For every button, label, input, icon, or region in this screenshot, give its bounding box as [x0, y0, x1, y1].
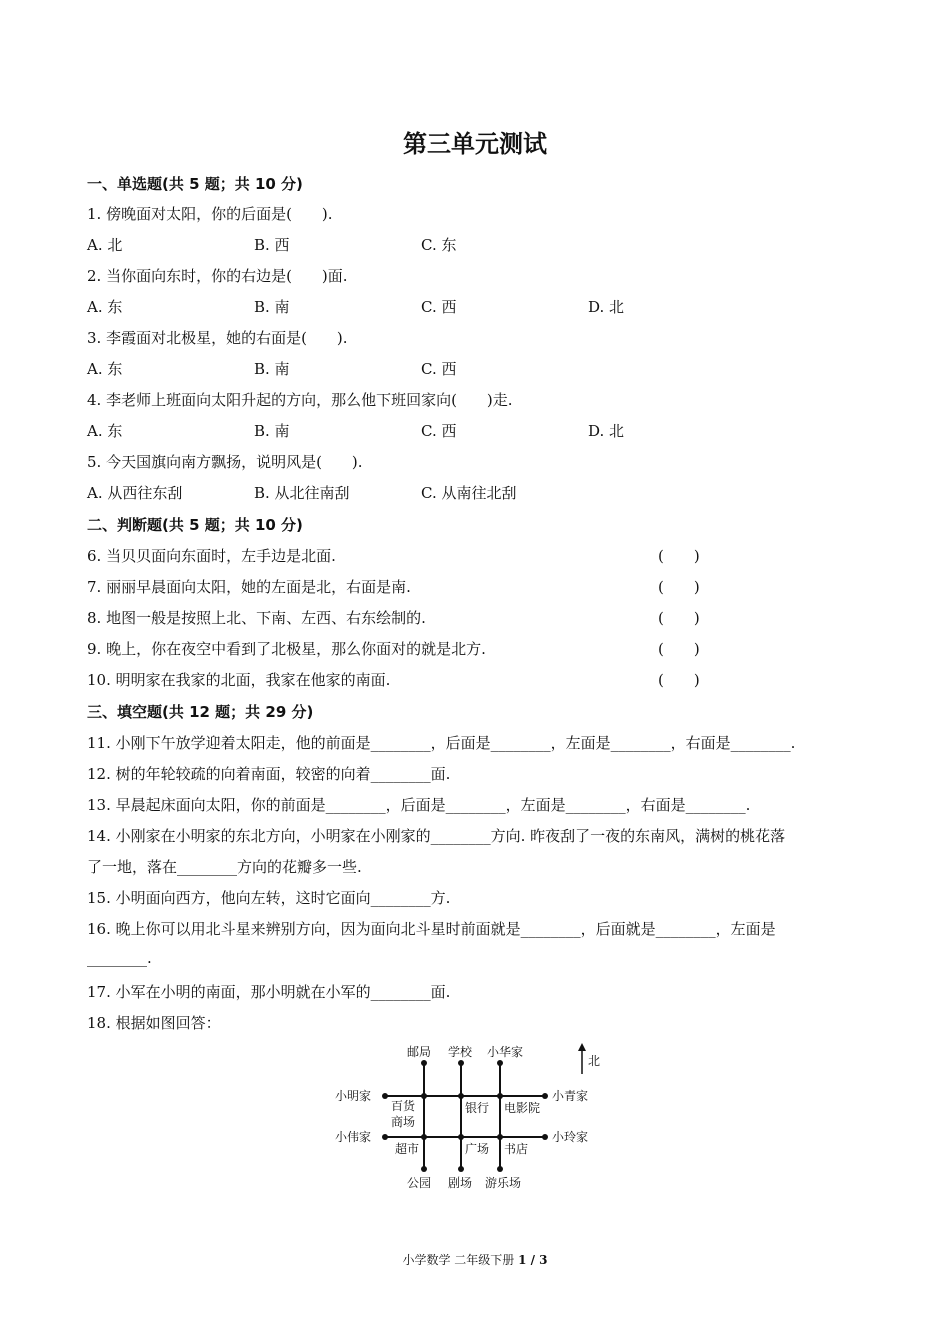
intersection-dot — [421, 1134, 427, 1140]
question-14-line-2: 了一地，落在________方向的花瓣多一些. — [87, 858, 362, 876]
page-title: 第三单元测试 — [403, 130, 547, 158]
location-dot — [542, 1093, 548, 1099]
label-park: 公园 — [407, 1176, 432, 1190]
intersection-dot — [497, 1093, 503, 1099]
intersection-dot — [458, 1093, 464, 1099]
answer-paren: ( ) — [658, 609, 700, 627]
question-16-line-1: 16. 晚上你可以用北斗星来辨别方向，因为面向北斗星时前面就是________，后面就是________，左面是 — [87, 920, 776, 938]
q2-option-d: D. 北 — [588, 298, 625, 316]
question-8: 8. 地图一般是按照上北、下南、左西、右东绘制的. — [87, 609, 426, 627]
intersection-dot — [421, 1093, 427, 1099]
location-dot — [497, 1166, 503, 1172]
north-arrowhead-icon — [578, 1043, 586, 1051]
question-7: 7. 丽丽早晨面向太阳，她的左面是北，右面是南. — [87, 578, 411, 596]
label-xiaohua-home: 小华家 — [487, 1045, 524, 1059]
label-supermarket: 超市 — [395, 1142, 420, 1156]
label-post-office: 邮局 — [407, 1045, 432, 1059]
location-dot — [382, 1134, 388, 1140]
question-12: 12. 树的年轮较疏的向着南面，较密的向着________面. — [87, 765, 451, 783]
label-department-store-2: 商场 — [391, 1115, 416, 1129]
label-bank: 银行 — [465, 1101, 490, 1115]
q2-option-b: B. 南 — [254, 298, 290, 316]
location-dot — [382, 1093, 388, 1099]
q3-option-a: A. 东 — [87, 360, 123, 378]
q3-option-c: C. 西 — [421, 360, 457, 378]
question-3: 3. 李霞面对北极星，她的右面是( ). — [87, 329, 348, 347]
q5-option-a: A. 从西往东刮 — [87, 484, 183, 502]
section-heading-fill-blank: 三、填空题(共 12 题；共 29 分) — [87, 703, 314, 721]
q5-option-c: C. 从南往北刮 — [421, 484, 517, 502]
question-6: 6. 当贝贝面向东面时，左手边是北面. — [87, 547, 336, 565]
label-amusement-park: 游乐场 — [485, 1176, 522, 1190]
intersection-dot — [458, 1134, 464, 1140]
label-department-store-1: 百货 — [391, 1099, 416, 1113]
question-5: 5. 今天国旗向南方飘扬，说明风是( ). — [87, 453, 363, 471]
answer-paren: ( ) — [658, 640, 700, 658]
question-17: 17. 小军在小明的南面，那小明就在小军的________面. — [87, 983, 451, 1001]
location-dot — [497, 1060, 503, 1066]
location-dot — [421, 1166, 427, 1172]
question-10: 10. 明明家在我家的北面，我家在他家的南面. — [87, 671, 391, 689]
question-14-line-1: 14. 小刚家在小明家的东北方向，小明家在小刚家的________方向. 昨夜刮了一夜的东南风，满树的桃花落 — [87, 827, 786, 845]
north-label: 北 — [588, 1054, 601, 1068]
q4-option-a: A. 东 — [87, 422, 123, 440]
section-heading-true-false: 二、判断题(共 5 题；共 10 分) — [87, 516, 303, 534]
label-school: 学校 — [448, 1045, 473, 1059]
question-2: 2. 当你面向东时，你的右边是( )面. — [87, 267, 348, 285]
q1-option-c: C. 东 — [421, 236, 457, 254]
q4-option-d: D. 北 — [588, 422, 625, 440]
q3-option-b: B. 南 — [254, 360, 290, 378]
question-11: 11. 小刚下午放学迎着太阳走，他的前面是________，后面是________，左面是________，右面是________. — [87, 734, 796, 752]
q5-option-b: B. 从北往南刮 — [254, 484, 350, 502]
page-footer — [0, 1251, 950, 1268]
label-cinema: 电影院 — [504, 1101, 541, 1115]
q4-option-b: B. 南 — [254, 422, 290, 440]
question-13: 13. 早晨起床面向太阳，你的前面是________，后面是________，左面是________，右面是________. — [87, 796, 751, 814]
question-9: 9. 晚上，你在夜空中看到了北极星，那么你面对的就是北方. — [87, 640, 486, 658]
page-number: 1 / 3 — [518, 1253, 548, 1267]
label-xiaoqing-home: 小青家 — [552, 1089, 589, 1103]
q1-option-b: B. 西 — [254, 236, 290, 254]
label-bookstore: 书店 — [504, 1142, 529, 1156]
answer-paren: ( ) — [658, 671, 700, 689]
question-16-line-2: ________. — [87, 949, 152, 967]
question-15: 15. 小明面向西方，他向左转，这时它面向________方. — [87, 889, 451, 907]
location-dot — [421, 1060, 427, 1066]
location-dot — [458, 1060, 464, 1066]
question-1: 1. 傍晚面对太阳，你的后面是( ). — [87, 205, 333, 223]
label-theater: 剧场 — [448, 1176, 473, 1190]
answer-paren: ( ) — [658, 578, 700, 596]
question-4: 4. 李老师上班面向太阳升起的方向，那么他下班回家向( )走. — [87, 391, 513, 409]
location-dot — [458, 1166, 464, 1172]
q1-option-a: A. 北 — [87, 236, 123, 254]
question-18: 18. 根据如图回答： — [87, 1014, 221, 1032]
q2-option-c: C. 西 — [421, 298, 457, 316]
location-dot — [542, 1134, 548, 1140]
label-xiaoling-home: 小玲家 — [552, 1130, 589, 1144]
label-xiaoming-home: 小明家 — [335, 1089, 372, 1103]
label-square: 广场 — [465, 1142, 490, 1156]
section-heading-single-choice: 一、单选题(共 5 题；共 10 分) — [87, 175, 303, 193]
answer-paren: ( ) — [658, 547, 700, 565]
street-map-figure — [325, 1038, 625, 1198]
q4-option-c: C. 西 — [421, 422, 457, 440]
intersection-dot — [497, 1134, 503, 1140]
label-xiaowei-home: 小伟家 — [335, 1130, 372, 1144]
footer-text: 小学数学 二年级下册 — [402, 1253, 519, 1267]
q2-option-a: A. 东 — [87, 298, 123, 316]
